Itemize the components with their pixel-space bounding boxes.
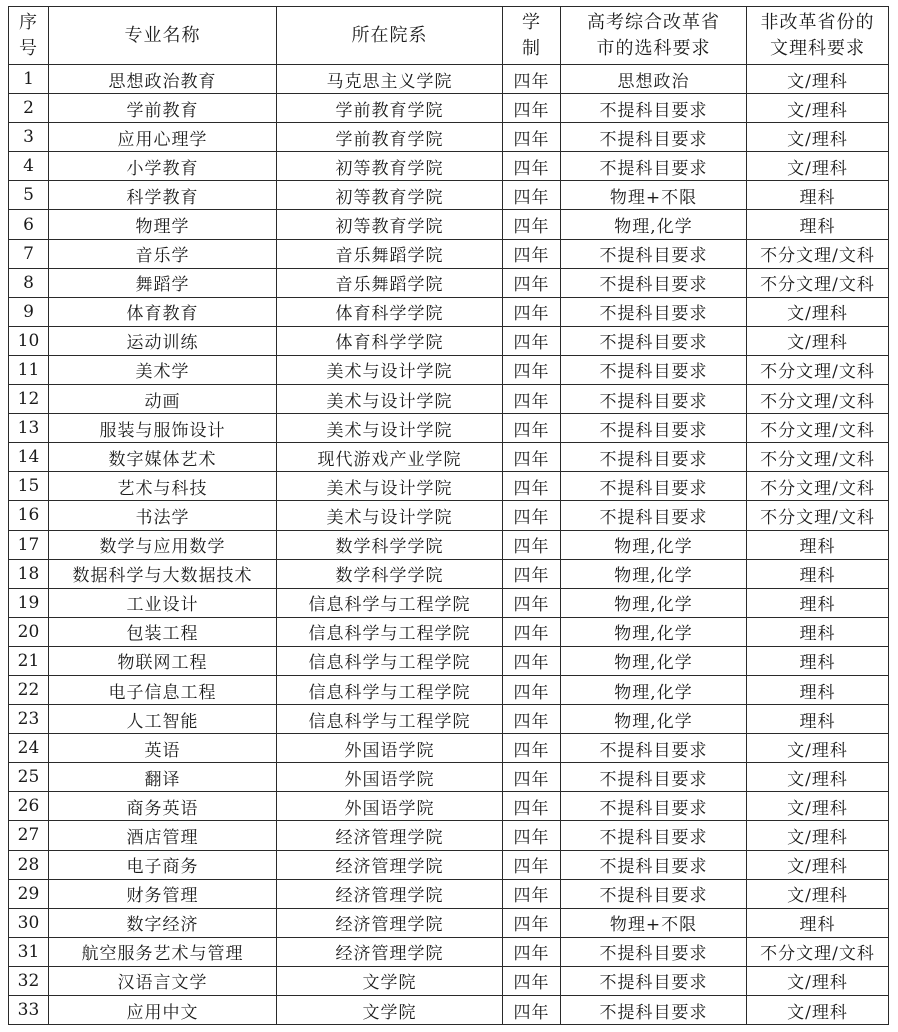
- cell-major-name: 工业设计: [49, 588, 277, 617]
- cell-reform-requirement: 不提科目要求: [561, 94, 747, 123]
- cell-nonreform-requirement: 不分文理/文科: [747, 355, 889, 384]
- cell-major-name: 舞蹈学: [49, 268, 277, 297]
- cell-department: 马克思主义学院: [277, 65, 503, 94]
- cell-department: 经济管理学院: [277, 908, 503, 937]
- table-body: [9, 65, 889, 1025]
- cell-no: 31: [9, 937, 49, 966]
- cell-department: 文学院: [277, 996, 503, 1025]
- cell-major-name: 酒店管理: [49, 821, 277, 850]
- table-row: [9, 908, 889, 937]
- table-row: [9, 850, 889, 879]
- cell-length: 四年: [503, 821, 561, 850]
- cell-nonreform-requirement: 理科: [747, 617, 889, 646]
- cell-reform-requirement: 不提科目要求: [561, 326, 747, 355]
- cell-department: 美术与设计学院: [277, 472, 503, 501]
- cell-department: 外国语学院: [277, 792, 503, 821]
- cell-reform-requirement: 不提科目要求: [561, 734, 747, 763]
- cell-reform-requirement: 不提科目要求: [561, 443, 747, 472]
- cell-department: 数学科学学院: [277, 530, 503, 559]
- cell-nonreform-requirement: 不分文理/文科: [747, 239, 889, 268]
- header-length-line2: 制: [522, 37, 541, 59]
- cell-nonreform-requirement: 文/理科: [747, 763, 889, 792]
- cell-nonreform-requirement: 文/理科: [747, 850, 889, 879]
- cell-length: 四年: [503, 385, 561, 414]
- header-major-name: 专业名称: [49, 7, 277, 65]
- header-no: [9, 7, 49, 65]
- cell-department: 现代游戏产业学院: [277, 443, 503, 472]
- cell-department: 学前教育学院: [277, 123, 503, 152]
- cell-major-name: 服装与服饰设计: [49, 414, 277, 443]
- cell-no: 26: [9, 792, 49, 821]
- cell-no: 1: [9, 65, 49, 94]
- header-no-line1: 序: [19, 11, 38, 33]
- cell-length: 四年: [503, 966, 561, 995]
- cell-no: 7: [9, 239, 49, 268]
- cell-length: 四年: [503, 675, 561, 704]
- header-row: [9, 7, 889, 65]
- table-row: [9, 821, 889, 850]
- cell-length: 四年: [503, 181, 561, 210]
- cell-length: 四年: [503, 123, 561, 152]
- cell-length: 四年: [503, 268, 561, 297]
- cell-major-name: 财务管理: [49, 879, 277, 908]
- cell-department: 美术与设计学院: [277, 355, 503, 384]
- cell-department: 外国语学院: [277, 734, 503, 763]
- header-reform-line1: 高考综合改革省: [587, 11, 720, 33]
- cell-department: 体育科学学院: [277, 297, 503, 326]
- table-row: [9, 239, 889, 268]
- majors-table: [8, 6, 889, 1025]
- cell-no: 21: [9, 646, 49, 675]
- cell-major-name: 电子商务: [49, 850, 277, 879]
- cell-department: 美术与设计学院: [277, 385, 503, 414]
- table-row: [9, 646, 889, 675]
- cell-nonreform-requirement: 理科: [747, 908, 889, 937]
- cell-nonreform-requirement: 文/理科: [747, 734, 889, 763]
- header-nonreform-line2: 文理科要求: [770, 37, 865, 59]
- cell-length: 四年: [503, 355, 561, 384]
- table-row: [9, 355, 889, 384]
- cell-nonreform-requirement: 不分文理/文科: [747, 268, 889, 297]
- cell-no: 32: [9, 966, 49, 995]
- cell-length: 四年: [503, 559, 561, 588]
- cell-length: 四年: [503, 734, 561, 763]
- cell-no: 6: [9, 210, 49, 239]
- cell-nonreform-requirement: 文/理科: [747, 879, 889, 908]
- table-row: [9, 734, 889, 763]
- cell-length: 四年: [503, 792, 561, 821]
- cell-major-name: 应用心理学: [49, 123, 277, 152]
- table-row: [9, 123, 889, 152]
- table-row: [9, 268, 889, 297]
- cell-reform-requirement: 不提科目要求: [561, 152, 747, 181]
- cell-no: 15: [9, 472, 49, 501]
- cell-major-name: 数据科学与大数据技术: [49, 559, 277, 588]
- cell-department: 文学院: [277, 966, 503, 995]
- cell-reform-requirement: 思想政治: [561, 65, 747, 94]
- cell-reform-requirement: 物理,化学: [561, 617, 747, 646]
- cell-length: 四年: [503, 65, 561, 94]
- header-reform-requirement: [561, 7, 747, 65]
- cell-department: 美术与设计学院: [277, 501, 503, 530]
- cell-nonreform-requirement: 不分文理/文科: [747, 472, 889, 501]
- cell-nonreform-requirement: 文/理科: [747, 792, 889, 821]
- table-row: [9, 937, 889, 966]
- table-row: [9, 94, 889, 123]
- cell-length: 四年: [503, 152, 561, 181]
- cell-nonreform-requirement: 文/理科: [747, 996, 889, 1025]
- cell-department: 数学科学学院: [277, 559, 503, 588]
- header-nonreform-line1: 非改革省份的: [760, 11, 875, 33]
- cell-reform-requirement: 不提科目要求: [561, 879, 747, 908]
- cell-no: 25: [9, 763, 49, 792]
- cell-department: 外国语学院: [277, 763, 503, 792]
- cell-major-name: 思想政治教育: [49, 65, 277, 94]
- cell-no: 23: [9, 705, 49, 734]
- cell-major-name: 商务英语: [49, 792, 277, 821]
- cell-major-name: 物联网工程: [49, 646, 277, 675]
- table-row: [9, 966, 889, 995]
- cell-no: 14: [9, 443, 49, 472]
- cell-major-name: 音乐学: [49, 239, 277, 268]
- cell-no: 9: [9, 297, 49, 326]
- cell-major-name: 翻译: [49, 763, 277, 792]
- cell-length: 四年: [503, 414, 561, 443]
- cell-reform-requirement: 不提科目要求: [561, 239, 747, 268]
- cell-nonreform-requirement: 理科: [747, 705, 889, 734]
- cell-department: 学前教育学院: [277, 94, 503, 123]
- cell-department: 体育科学学院: [277, 326, 503, 355]
- cell-reform-requirement: 不提科目要求: [561, 472, 747, 501]
- cell-department: 经济管理学院: [277, 821, 503, 850]
- cell-reform-requirement: 不提科目要求: [561, 414, 747, 443]
- cell-nonreform-requirement: 不分文理/文科: [747, 501, 889, 530]
- cell-reform-requirement: 不提科目要求: [561, 297, 747, 326]
- cell-no: 20: [9, 617, 49, 646]
- cell-nonreform-requirement: 文/理科: [747, 65, 889, 94]
- cell-reform-requirement: 不提科目要求: [561, 385, 747, 414]
- cell-reform-requirement: 不提科目要求: [561, 966, 747, 995]
- cell-nonreform-requirement: 理科: [747, 646, 889, 675]
- cell-department: 经济管理学院: [277, 850, 503, 879]
- cell-reform-requirement: 物理,化学: [561, 588, 747, 617]
- cell-reform-requirement: 不提科目要求: [561, 937, 747, 966]
- cell-department: 信息科学与工程学院: [277, 617, 503, 646]
- cell-length: 四年: [503, 472, 561, 501]
- cell-nonreform-requirement: 不分文理/文科: [747, 937, 889, 966]
- cell-nonreform-requirement: 文/理科: [747, 326, 889, 355]
- header-nonreform-requirement: [747, 7, 889, 65]
- cell-length: 四年: [503, 588, 561, 617]
- cell-length: 四年: [503, 763, 561, 792]
- cell-nonreform-requirement: 文/理科: [747, 123, 889, 152]
- cell-department: 初等教育学院: [277, 181, 503, 210]
- cell-department: 信息科学与工程学院: [277, 705, 503, 734]
- cell-reform-requirement: 物理,化学: [561, 646, 747, 675]
- cell-major-name: 包装工程: [49, 617, 277, 646]
- cell-reform-requirement: 不提科目要求: [561, 123, 747, 152]
- table-row: [9, 763, 889, 792]
- table-row: [9, 414, 889, 443]
- cell-no: 5: [9, 181, 49, 210]
- table-row: [9, 65, 889, 94]
- cell-department: 信息科学与工程学院: [277, 675, 503, 704]
- cell-length: 四年: [503, 501, 561, 530]
- cell-reform-requirement: 物理,化学: [561, 559, 747, 588]
- cell-department: 初等教育学院: [277, 152, 503, 181]
- table-row: [9, 675, 889, 704]
- header-reform-line2: 市的选科要求: [596, 37, 711, 59]
- cell-nonreform-requirement: 文/理科: [747, 152, 889, 181]
- cell-major-name: 电子信息工程: [49, 675, 277, 704]
- cell-nonreform-requirement: 理科: [747, 588, 889, 617]
- table-row: [9, 996, 889, 1025]
- table-row: [9, 152, 889, 181]
- cell-major-name: 小学教育: [49, 152, 277, 181]
- cell-major-name: 体育教育: [49, 297, 277, 326]
- cell-length: 四年: [503, 705, 561, 734]
- cell-length: 四年: [503, 879, 561, 908]
- header-no-line2: 号: [19, 37, 38, 59]
- cell-nonreform-requirement: 文/理科: [747, 966, 889, 995]
- cell-length: 四年: [503, 850, 561, 879]
- table-row: [9, 181, 889, 210]
- cell-major-name: 数字媒体艺术: [49, 443, 277, 472]
- cell-length: 四年: [503, 443, 561, 472]
- cell-major-name: 应用中文: [49, 996, 277, 1025]
- header-department: 所在院系: [277, 7, 503, 65]
- cell-reform-requirement: 物理,化学: [561, 530, 747, 559]
- cell-nonreform-requirement: 理科: [747, 675, 889, 704]
- table-row: [9, 559, 889, 588]
- cell-reform-requirement: 不提科目要求: [561, 850, 747, 879]
- cell-major-name: 动画: [49, 385, 277, 414]
- cell-major-name: 学前教育: [49, 94, 277, 123]
- cell-no: 12: [9, 385, 49, 414]
- cell-major-name: 人工智能: [49, 705, 277, 734]
- cell-reform-requirement: 不提科目要求: [561, 792, 747, 821]
- table-row: [9, 705, 889, 734]
- cell-length: 四年: [503, 210, 561, 239]
- cell-reform-requirement: 物理+不限: [561, 908, 747, 937]
- cell-nonreform-requirement: 理科: [747, 559, 889, 588]
- cell-reform-requirement: 不提科目要求: [561, 763, 747, 792]
- table-row: [9, 210, 889, 239]
- cell-no: 27: [9, 821, 49, 850]
- table-row: [9, 879, 889, 908]
- cell-no: 24: [9, 734, 49, 763]
- table-row: [9, 297, 889, 326]
- cell-reform-requirement: 不提科目要求: [561, 821, 747, 850]
- cell-length: 四年: [503, 239, 561, 268]
- cell-no: 18: [9, 559, 49, 588]
- cell-reform-requirement: 不提科目要求: [561, 501, 747, 530]
- cell-nonreform-requirement: 文/理科: [747, 821, 889, 850]
- cell-no: 33: [9, 996, 49, 1025]
- cell-no: 30: [9, 908, 49, 937]
- cell-no: 11: [9, 355, 49, 384]
- cell-reform-requirement: 不提科目要求: [561, 268, 747, 297]
- table-row: [9, 530, 889, 559]
- cell-nonreform-requirement: 不分文理/文科: [747, 414, 889, 443]
- cell-length: 四年: [503, 646, 561, 675]
- cell-reform-requirement: 物理+不限: [561, 181, 747, 210]
- table-row: [9, 501, 889, 530]
- cell-major-name: 汉语言文学: [49, 966, 277, 995]
- cell-nonreform-requirement: 不分文理/文科: [747, 443, 889, 472]
- cell-no: 19: [9, 588, 49, 617]
- cell-department: 音乐舞蹈学院: [277, 268, 503, 297]
- header-length: [503, 7, 561, 65]
- cell-department: 经济管理学院: [277, 879, 503, 908]
- cell-department: 音乐舞蹈学院: [277, 239, 503, 268]
- cell-reform-requirement: 物理,化学: [561, 705, 747, 734]
- cell-no: 28: [9, 850, 49, 879]
- cell-major-name: 数学与应用数学: [49, 530, 277, 559]
- table-header: [9, 7, 889, 65]
- table-row: [9, 385, 889, 414]
- cell-no: 4: [9, 152, 49, 181]
- cell-no: 10: [9, 326, 49, 355]
- cell-nonreform-requirement: 理科: [747, 530, 889, 559]
- cell-reform-requirement: 不提科目要求: [561, 996, 747, 1025]
- cell-length: 四年: [503, 617, 561, 646]
- cell-major-name: 英语: [49, 734, 277, 763]
- cell-nonreform-requirement: 文/理科: [747, 94, 889, 123]
- cell-major-name: 航空服务艺术与管理: [49, 937, 277, 966]
- cell-no: 2: [9, 94, 49, 123]
- table-row: [9, 617, 889, 646]
- cell-no: 29: [9, 879, 49, 908]
- table-row: [9, 588, 889, 617]
- cell-nonreform-requirement: 文/理科: [747, 297, 889, 326]
- cell-length: 四年: [503, 297, 561, 326]
- cell-length: 四年: [503, 326, 561, 355]
- cell-major-name: 科学教育: [49, 181, 277, 210]
- cell-nonreform-requirement: 不分文理/文科: [747, 385, 889, 414]
- cell-no: 8: [9, 268, 49, 297]
- cell-major-name: 数字经济: [49, 908, 277, 937]
- table-row: [9, 443, 889, 472]
- cell-no: 22: [9, 675, 49, 704]
- cell-department: 经济管理学院: [277, 937, 503, 966]
- cell-length: 四年: [503, 996, 561, 1025]
- cell-reform-requirement: 物理,化学: [561, 675, 747, 704]
- cell-reform-requirement: 物理,化学: [561, 210, 747, 239]
- header-length-line1: 学: [522, 11, 541, 33]
- table-row: [9, 472, 889, 501]
- cell-no: 13: [9, 414, 49, 443]
- table-row: [9, 326, 889, 355]
- cell-department: 信息科学与工程学院: [277, 646, 503, 675]
- table-row: [9, 792, 889, 821]
- cell-major-name: 书法学: [49, 501, 277, 530]
- cell-major-name: 美术学: [49, 355, 277, 384]
- cell-nonreform-requirement: 理科: [747, 210, 889, 239]
- cell-length: 四年: [503, 94, 561, 123]
- cell-department: 信息科学与工程学院: [277, 588, 503, 617]
- cell-length: 四年: [503, 908, 561, 937]
- cell-no: 3: [9, 123, 49, 152]
- cell-major-name: 运动训练: [49, 326, 277, 355]
- cell-length: 四年: [503, 937, 561, 966]
- cell-department: 初等教育学院: [277, 210, 503, 239]
- cell-no: 16: [9, 501, 49, 530]
- cell-major-name: 物理学: [49, 210, 277, 239]
- cell-major-name: 艺术与科技: [49, 472, 277, 501]
- cell-department: 美术与设计学院: [277, 414, 503, 443]
- cell-length: 四年: [503, 530, 561, 559]
- cell-no: 17: [9, 530, 49, 559]
- cell-nonreform-requirement: 理科: [747, 181, 889, 210]
- cell-reform-requirement: 不提科目要求: [561, 355, 747, 384]
